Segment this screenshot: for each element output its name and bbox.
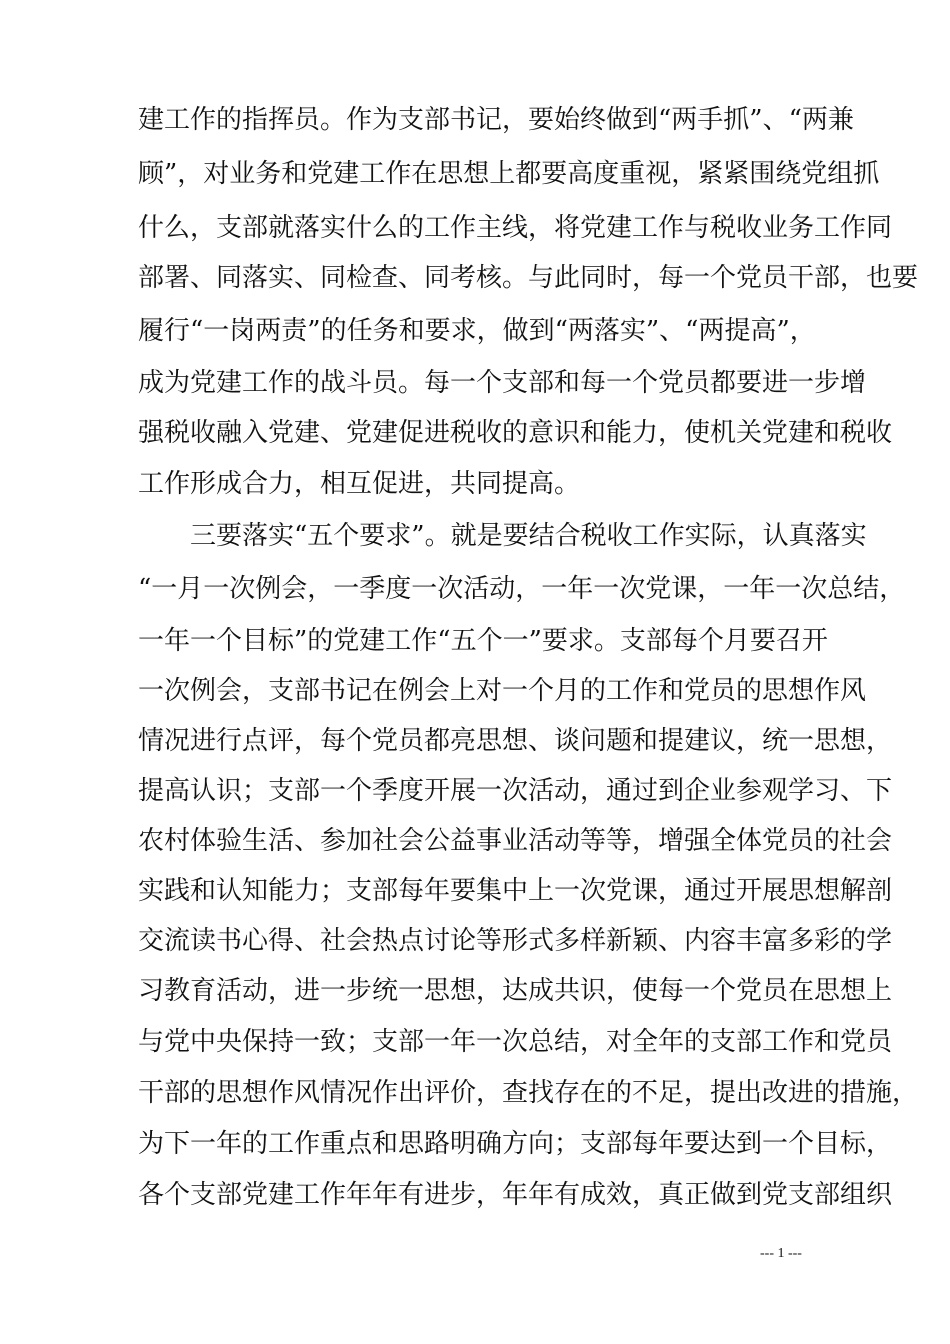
text-line: 工作形成合力，相互促进，共同提高。 [138, 469, 581, 499]
text-line: 履行“一岗两责”的任务和要求，做到“两落实”、“两提高”， [138, 316, 816, 346]
text-line: 部署、同落实、同检查、同考核。与此同时，每一个党员干部，也要 [138, 263, 919, 293]
text-line: 实践和认知能力；支部每年要集中上一次党课，通过开展思想解剖 [138, 876, 893, 906]
text-line: 成为党建工作的战斗员。每一个支部和每一个党员都要进一步增 [138, 368, 867, 398]
text-line: 一次例会，支部书记在例会上对一个月的工作和党员的思想作风 [138, 676, 867, 706]
text-line: 交流读书心得、社会热点讨论等形式多样新颖、内容丰富多彩的学 [138, 926, 893, 956]
text-line: 建工作的指挥员。作为支部书记，要始终做到“两手抓”、“两兼 [138, 105, 854, 135]
text-line: 一年一个目标”的党建工作“五个一”要求。支部每个月要召开 [138, 626, 828, 656]
text-line: 干部的思想作风情况作出评价，查找存在的不足，提出改进的措施， [138, 1078, 919, 1108]
text-line: 各个支部党建工作年年有进步，年年有成效，真正做到党支部组织 [138, 1180, 893, 1210]
text-line: 提高认识；支部一个季度开展一次活动，通过到企业参观学习、下 [138, 776, 893, 806]
paragraph-start-line: 三要落实“五个要求”。就是要结合税收工作实际，认真落实 [138, 521, 867, 551]
text-line: 为下一年的工作重点和思路明确方向；支部每年要达到一个目标， [138, 1129, 893, 1159]
text-line: 什么，支部就落实什么的工作主线，将党建工作与税收业务工作同 [138, 213, 893, 243]
text-line: 农村体验生活、参加社会公益事业活动等等，增强全体党员的社会 [138, 826, 893, 856]
text-line: 习教育活动，进一步统一思想，达成共识，使每一个党员在思想上 [138, 976, 893, 1006]
page-number: --- 1 --- [760, 1246, 802, 1261]
text-line: 与党中央保持一致；支部一年一次总结，对全年的支部工作和党员 [138, 1027, 893, 1057]
text-line: “一月一次例会，一季度一次活动，一年一次党课，一年一次总结， [138, 574, 906, 604]
text-line: 情况进行点评，每个党员都亮思想、谈问题和提建议，统一思想， [138, 726, 893, 756]
text-line: 强税收融入党建、党建促进税收的意识和能力，使机关党建和税收 [138, 418, 893, 448]
text-line: 顾”，对业务和党建工作在思想上都要高度重视，紧紧围绕党组抓 [138, 159, 880, 189]
